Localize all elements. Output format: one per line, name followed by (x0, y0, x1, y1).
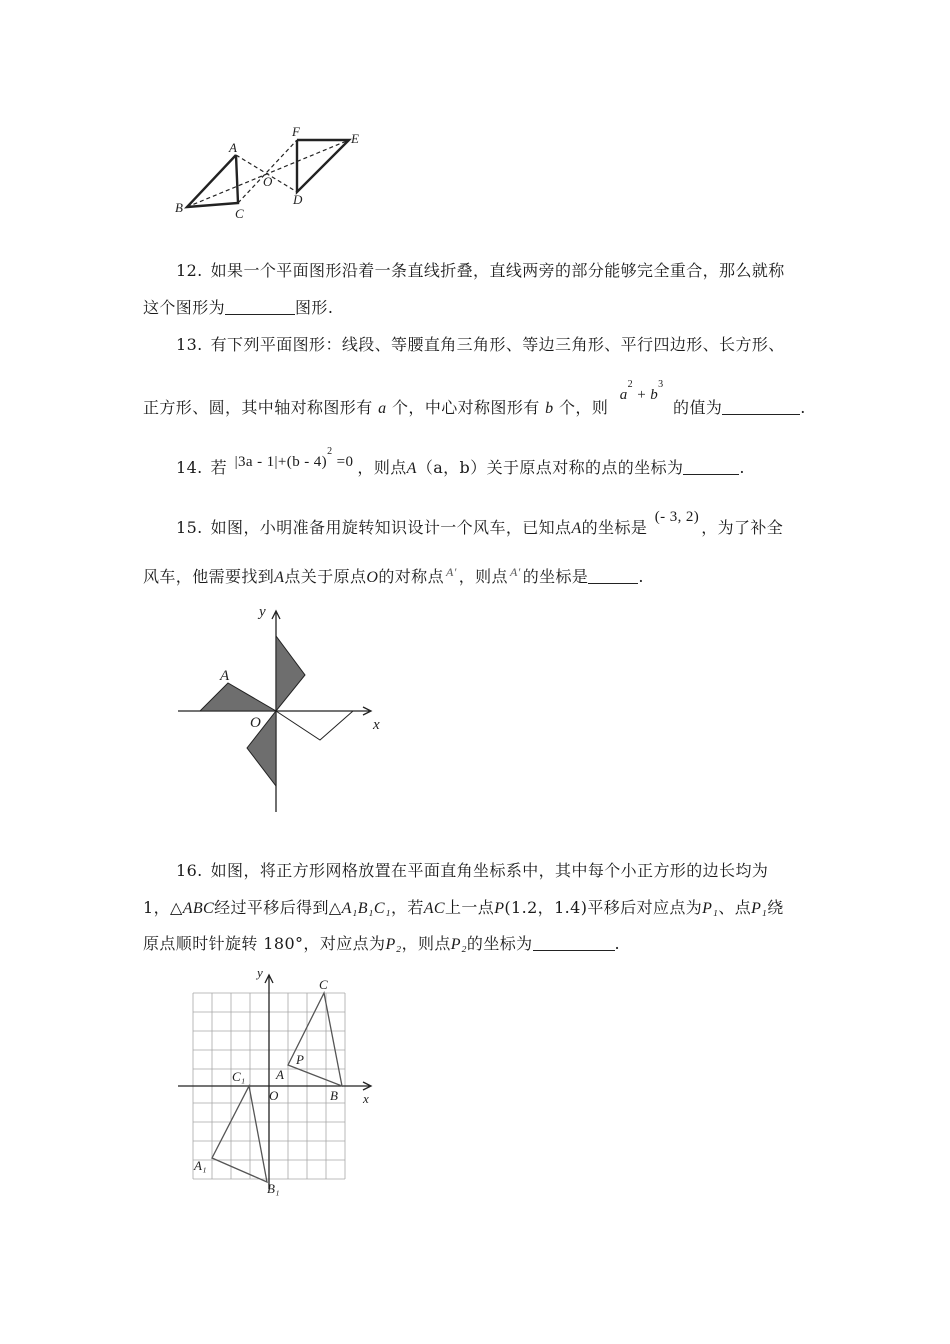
q13-expr-a: a (619, 387, 628, 403)
q14-point-a: A (406, 460, 417, 477)
q13-text-2b: 个，中心对称图形有 (392, 398, 540, 417)
q15-text-2a: 风车，他需要找到 (143, 567, 275, 586)
q12-answer-blank[interactable] (225, 298, 295, 315)
q12-text-1: 如果一个平面图形沿着一条直线折叠，直线两旁的部分能够完全重合，那么就称 (210, 261, 785, 280)
q15-number: 15. (176, 518, 203, 537)
triangle-a1b1c1[interactable] (212, 1086, 267, 1182)
label-y: y (259, 604, 266, 620)
q15-line-2 (143, 566, 644, 589)
q14-eq-abs: |3a - 1| (234, 454, 278, 470)
label-a: A (276, 1067, 284, 1082)
q12-text-2a: 这个图形为 (143, 298, 226, 317)
q14-mid-1: ，则点 (357, 458, 407, 477)
q16-ac: AC (423, 900, 445, 917)
q14-eq-rhs: =0 (336, 454, 354, 470)
q16-text-2e: (1.2，1.4)平移后对应点为 (504, 898, 703, 917)
label-b: B (175, 200, 183, 215)
q13-expr-plus: + (637, 387, 647, 403)
q16-text-2g: 绕 (767, 898, 784, 917)
q15-a-prime: A′ (445, 565, 457, 579)
q16-text-1: 如图，将正方形网格放置在平面直角坐标系中，其中每个小正方形的边长均为 (210, 861, 769, 880)
q16-line-2 (143, 897, 784, 920)
label-y: y (257, 965, 263, 980)
label-a: A (220, 668, 230, 684)
q13-expression (619, 379, 664, 403)
q13-line-1 (176, 334, 785, 356)
q14-prefix: 若 (210, 458, 228, 477)
q15-text-1b: 的坐标是 (581, 518, 648, 537)
q13-expr-b: b (650, 387, 659, 403)
figure-grid-triangles (170, 965, 380, 1200)
q16-a1b1c1: A₁B₁C₁ (341, 900, 391, 917)
q16-line-3 (143, 933, 620, 956)
q14-eq-sq: (b - 4) (286, 454, 328, 470)
q15-coordinate: (- 3, 2) (654, 509, 700, 525)
q13-text-1: 有下列平面图形：线段、等腰直角三角形、等边三角形、平行四边形、长方形、 (210, 335, 785, 354)
label-a1: A₁ (194, 1158, 207, 1173)
q13-line-2 (143, 379, 806, 422)
q15-text-2b: 点关于原点 (284, 567, 367, 586)
q14-number: 14. (176, 458, 203, 477)
label-c: C (235, 206, 244, 221)
q14-eq-plus: + (277, 454, 287, 470)
q12-text-2b: 图形. (295, 298, 334, 317)
label-b1: B₁ (267, 1181, 280, 1196)
q16-text-3a: 原点顺时针旋转 180°，对应点为 (143, 934, 386, 953)
q16-end: . (614, 934, 621, 953)
q13-exp-a: 2 (627, 379, 634, 390)
q15-text-2c: 的对称点 (378, 567, 444, 586)
q16-abc: ABC (182, 900, 215, 917)
q14-line (176, 446, 745, 482)
triangle-abc[interactable] (288, 993, 342, 1086)
q16-line-1 (176, 860, 768, 882)
q13-end: . (800, 398, 806, 417)
q13-exp-b: 3 (658, 379, 664, 390)
q16-p1: P₁ (702, 900, 719, 917)
figure-symmetric-triangles (165, 122, 370, 224)
label-f: F (292, 124, 300, 139)
q15-text-1c: ，为了补全 (701, 518, 784, 537)
q14-end: . (739, 458, 745, 477)
q15-text-1a: 如图，小明准备用旋转知识设计一个风车，已知点 (210, 518, 572, 537)
label-o: O (263, 174, 273, 189)
q16-p2: P₂ (385, 936, 402, 953)
dashed-line-cf (238, 140, 297, 203)
label-p: P (296, 1052, 304, 1067)
q16-text-3b: ，则点 (401, 934, 451, 953)
q15-end: . (638, 567, 644, 586)
label-o: O (250, 715, 261, 731)
q15-origin: O (366, 569, 379, 586)
q15-point-a-2: A (274, 569, 285, 586)
label-d: D (293, 192, 303, 207)
q16-text-2b: 经过平移后得到△ (214, 898, 342, 917)
label-x: x (363, 1091, 369, 1106)
label-c1: C₁ (232, 1069, 246, 1084)
label-o: O (269, 1088, 279, 1103)
q13-answer-blank[interactable] (722, 398, 800, 415)
q12-line-1 (176, 260, 785, 282)
label-e: E (351, 131, 359, 146)
q16-answer-blank[interactable] (533, 934, 615, 951)
q16-text-3c: 的坐标为 (466, 934, 533, 953)
q16-p: P (494, 900, 505, 917)
q14-answer-blank[interactable] (683, 458, 739, 475)
q16-number: 16. (176, 861, 203, 880)
q14-eq-exp: 2 (327, 446, 333, 457)
q13-number: 13. (176, 335, 203, 354)
label-x: x (373, 717, 380, 733)
q15-text-2e: 的坐标是 (522, 567, 589, 586)
q13-var-a: a (378, 400, 387, 417)
blade-right-outline (276, 711, 353, 740)
q16-text-2d: 上一点 (445, 898, 495, 917)
q13-text-2a: 正方形、圆，其中轴对称图形有 (143, 398, 373, 417)
triangle-def (297, 140, 349, 192)
q15-text-2d: ，则点 (458, 567, 508, 586)
label-a: A (229, 140, 237, 155)
q12-line-2 (143, 297, 333, 319)
q16-p2-2: P₂ (450, 936, 467, 953)
blade-left (200, 683, 276, 711)
q15-answer-blank[interactable] (588, 567, 638, 584)
label-b: B (330, 1088, 338, 1103)
q14-equation (234, 446, 354, 470)
q16-text-2c: ，若 (390, 898, 424, 917)
q15-a-prime-2: A′ (509, 565, 521, 579)
blade-upper (276, 636, 305, 711)
label-c: C (319, 977, 328, 992)
q16-text-2f: 、点 (718, 898, 752, 917)
q15-point-a: A (571, 520, 582, 537)
q12-number: 12. (176, 261, 203, 280)
q16-text-2a: 1，△ (143, 898, 183, 917)
q16-p1-2: P₁ (751, 900, 768, 917)
q13-text-2d: 的值为 (673, 398, 723, 417)
figure-windmill (170, 600, 390, 815)
q15-line-1 (176, 509, 784, 540)
q13-text-2c: 个，则 (559, 398, 609, 417)
q14-mid-2: （a，b）关于原点对称的点的坐标为 (416, 458, 684, 477)
triangle-abc (187, 155, 238, 207)
q13-var-b: b (545, 400, 554, 417)
